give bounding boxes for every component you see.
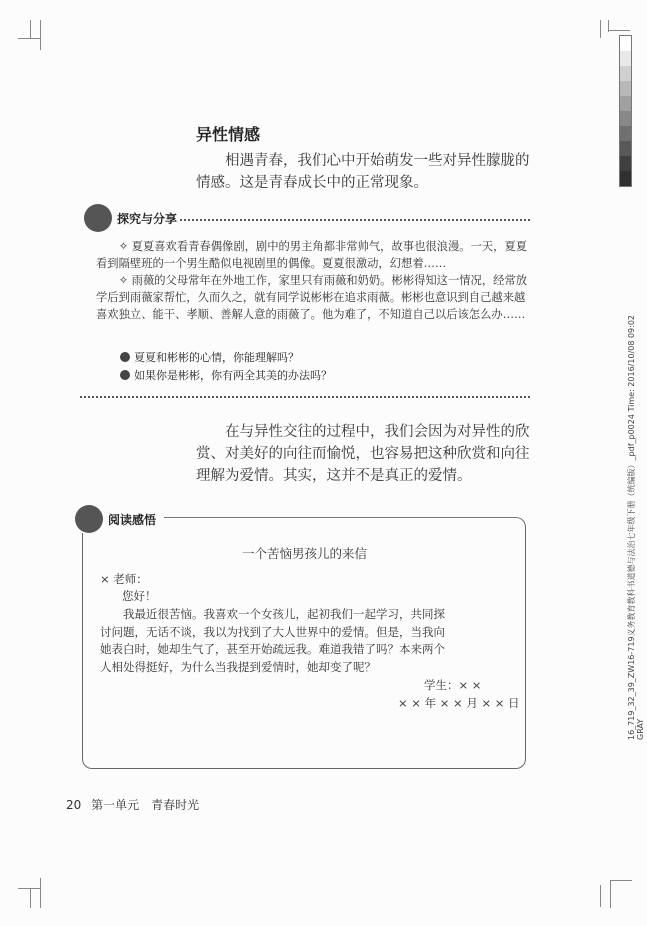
- crop-mark: [600, 20, 601, 38]
- reading-header: [75, 505, 164, 533]
- crop-mark: [600, 885, 601, 907]
- letter-greeting: 您好！: [122, 589, 157, 603]
- story-1: ✧ 夏夏喜欢看青春偶像剧，剧中的男主角都非常帅气，故事也很浪漫。一天，夏夏看到隔壁班的一个男生酷似电视剧里的偶像。夏夏很激动，幻想着……: [96, 240, 528, 270]
- crop-mark: [18, 38, 40, 39]
- intro-paragraph: 相遇青春，我们心中开始萌发一些对异性朦胧的情感。这是青春成长中的正常现象。: [196, 153, 530, 191]
- crop-mark: [608, 20, 609, 32]
- question-2: [120, 367, 332, 383]
- print-info-line: 16_719_32_39_ZW16-719义务教育教科书道德与法治七年级下册（统编版）_pdf_p0024 Time: 2016/10/08 09:02: [627, 314, 636, 740]
- grayscale-bar: [619, 35, 632, 187]
- crop-mark: [40, 878, 41, 908]
- explore-heading: 探究与分享: [117, 211, 178, 226]
- arrow-bullet-icon: [120, 352, 130, 362]
- print-info: [612, 314, 645, 740]
- letter-signature: 学生：× ×: [424, 678, 482, 692]
- letter-date: × × 年 × × 月 × × 日: [398, 696, 520, 710]
- crop-mark: [610, 880, 611, 908]
- explore-header: [84, 204, 177, 232]
- question-1: [120, 349, 299, 365]
- story-2: ✧ 雨薇的父母常年在外地工作，家里只有雨薇和奶奶。彬彬得知这一情况，经常放学后到雨薇家帮忙，久而久之，就有同学说彬彬在追求雨薇。彬彬也意识到自己越来越喜欢独立、能干、孝顺、善解人意的雨薇了。他为难了，不知道自己以后该怎么办……: [96, 274, 528, 321]
- section-title: 异性情感: [196, 125, 261, 144]
- letter-salutation: × 老师：: [100, 572, 148, 586]
- crop-mark: [30, 888, 31, 908]
- crop-mark: [608, 30, 630, 31]
- page-number: 20: [66, 798, 82, 812]
- letter-body: 我最近很苦恼。我喜欢一个女孩儿，起初我们一起学习，共同探讨问题，无话不谈，我以为找到了大人世界中的爱情。但是，当我向她表白时，她却生气了，甚至开始疏远我。难道我错了吗？本来两个人相处得挺好，为什么当我提到爱情时，她却变了呢？: [100, 607, 445, 674]
- page-footer: [66, 796, 199, 813]
- body-paragraph: 在与异性交往的过程中，我们会因为对异性的欣赏、对美好的向往而愉悦，也容易把这种欣赏和向往理解为爱情。其实，这并不是真正的爱情。: [196, 424, 530, 484]
- question-text: 如果你是彬彬，你有两全其美的办法吗？: [134, 369, 332, 382]
- reading-heading: 阅读感悟: [108, 512, 157, 527]
- divider: [180, 219, 530, 221]
- crop-mark: [40, 20, 41, 50]
- question-text: 夏夏和彬彬的心情，你能理解吗？: [134, 351, 299, 364]
- unit-title: 第一单元 青春时光: [91, 798, 200, 812]
- crop-mark: [610, 880, 632, 881]
- print-info-gray: GRAY: [636, 718, 645, 740]
- crop-mark: [18, 888, 40, 889]
- explore-icon: [84, 204, 112, 232]
- arrow-bullet-icon: [120, 370, 130, 380]
- divider: [80, 396, 530, 398]
- letter-title: 一个苦恼男孩儿的来信: [242, 546, 368, 561]
- crop-mark: [30, 20, 31, 38]
- reading-icon: [75, 505, 103, 533]
